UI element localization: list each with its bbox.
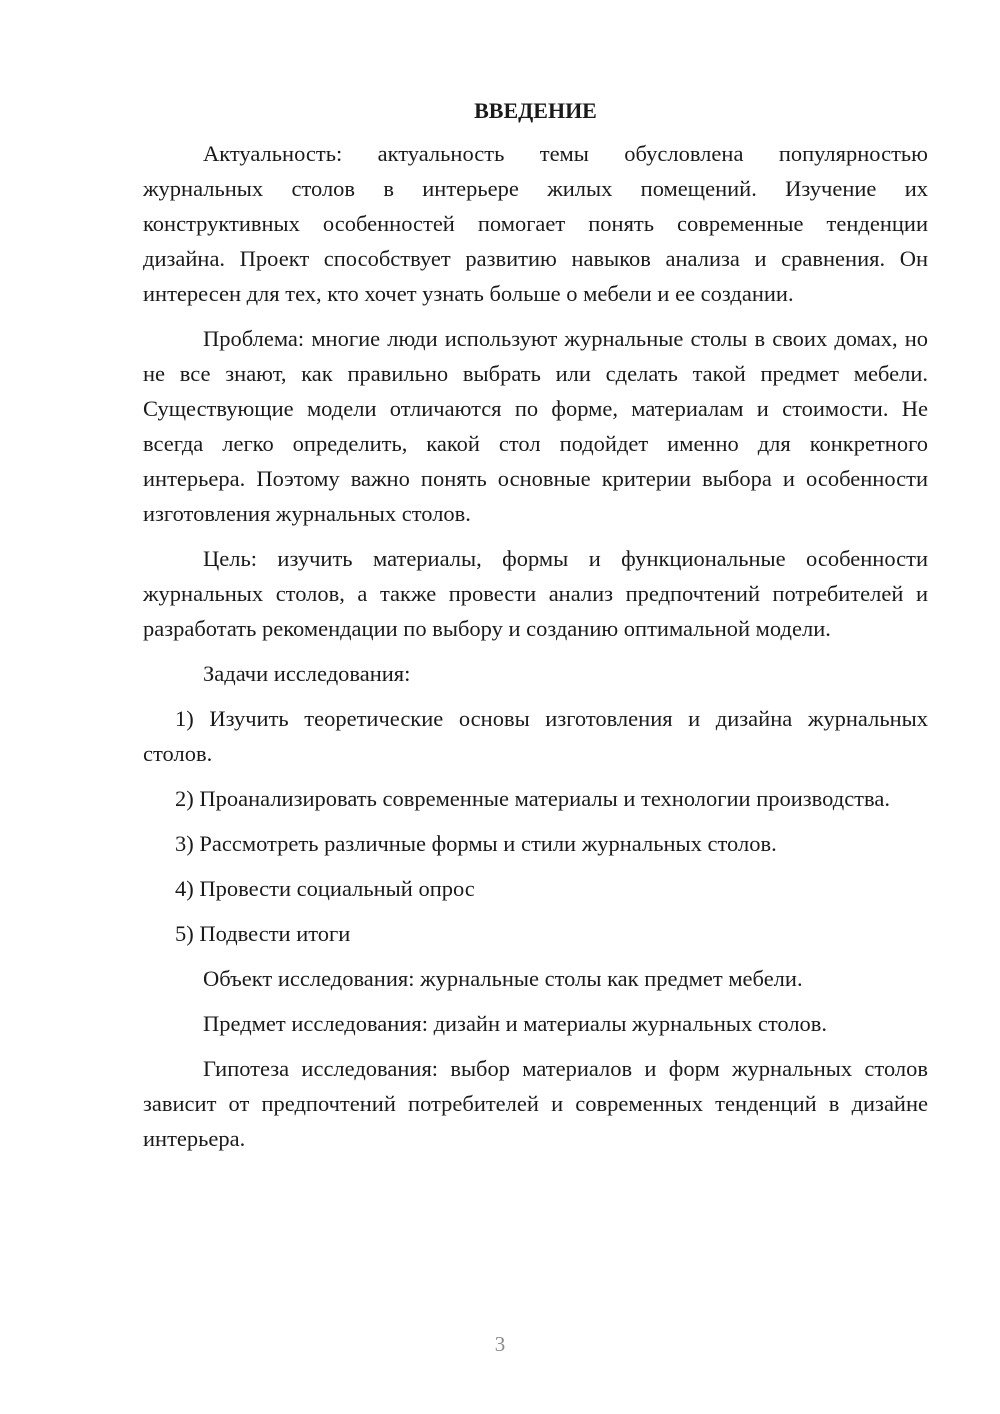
tasks-heading: Задачи исследования:	[203, 661, 411, 686]
task-item-3: 3) Рассмотреть различные формы и стили журнальных столов.	[175, 831, 777, 856]
object-paragraph: Объект исследования: журнальные столы как предмет мебели.	[203, 966, 803, 991]
relevance-paragraph: Актуальность: актуальность темы обусловлена популярностью журнальных столов в интерьере жилых помещений. Изучение их конструктивных особенностей помогает понять современные тенденции дизайна. Проект способствует развитию навыков анализа и сравнения. Он интересен для тех, кто хочет узнать больше о мебели и ее создании.	[143, 141, 928, 306]
hypothesis-paragraph: Гипотеза исследования: выбор материалов и форм журнальных столов зависит от предпочтений потребителей и современных тенденций в дизайне интерьера.	[143, 1056, 928, 1151]
subject-paragraph: Предмет исследования: дизайн и материалы журнальных столов.	[203, 1011, 828, 1036]
task-item-1: 1) Изучить теоретические основы изготовления и дизайна журнальных столов.	[143, 706, 928, 766]
problem-paragraph: Проблема: многие люди используют журнальные столы в своих домах, но не все знают, как правильно выбрать или сделать такой предмет мебели. Существующие модели отличаются по форме, материалам и стоимости. Не всегда легко определить, какой стол подойдет именно для конкретного интерьера. Поэтому важно понять основные критерии выбора и особенности изготовления журнальных столов.	[143, 326, 928, 526]
page-number: 3	[494, 1332, 506, 1356]
task-item-4: 4) Провести социальный опрос	[175, 876, 475, 901]
task-item-5: 5) Подвести итоги	[175, 921, 351, 946]
goal-paragraph: Цель: изучить материалы, формы и функциональные особенности журнальных столов, а также провести анализ предпочтений потребителей и разработать рекомендации по выбору и созданию оптимальной модели.	[143, 546, 928, 641]
task-item-2: 2) Проанализировать современные материалы и технологии производства.	[175, 786, 890, 811]
document-page	[143, 96, 928, 1166]
page-title: ВВЕДЕНИЕ	[474, 98, 597, 123]
